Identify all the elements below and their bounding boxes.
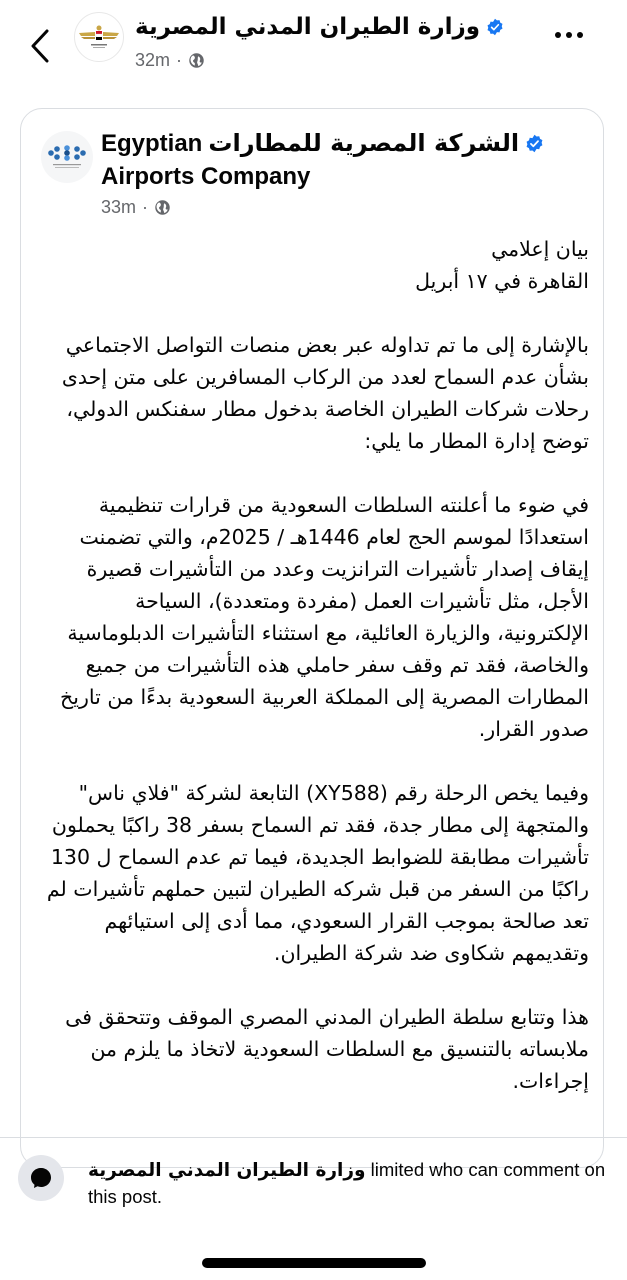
meta-separator: ·: [176, 50, 183, 70]
back-button[interactable]: [22, 24, 58, 68]
verified-badge-icon: [486, 18, 504, 36]
heading-line: بيان إعلامي: [491, 237, 589, 261]
page-avatar[interactable]: [74, 12, 124, 62]
notice-text: [88, 1157, 618, 1210]
shared-author-name[interactable]: [101, 127, 561, 193]
notice-message-line2: this post.: [88, 1186, 163, 1207]
globe-icon: [188, 52, 205, 69]
author-name-en-line2: Airports Company: [101, 163, 311, 190]
post-time[interactable]: 32m: [135, 50, 171, 70]
verified-badge-icon: [525, 134, 544, 153]
heading-line: القاهرة في ١٧ أبريل: [415, 269, 589, 293]
post-header: [0, 0, 627, 95]
post-body: [45, 233, 589, 1129]
shared-author-avatar[interactable]: [41, 131, 93, 183]
home-indicator[interactable]: [202, 1258, 426, 1268]
shared-post-card[interactable]: [20, 108, 604, 1168]
author-name-ar: الشركة المصرية للمطارات: [208, 129, 520, 157]
post-meta: [135, 50, 205, 71]
post-paragraph: وفيما يخص الرحلة رقم (XY588) التابعة لشركة "فلاي ناس" والمتجهة إلى مطار جدة، فقد تم السماح بسفر 38 راكبًا يحملون تأشيرات مطابقة للضوابط الجديدة، فيما تم عدم السماح ل 130 راكبًا من السفر من قبل شركه الطيران لتبين حملهم تأشيرات لم تعد صالحة بموجب القرار السعودي، مما أدى إلى استيائهم وتقديمهم شكاوى ضد شركة الطيران.: [46, 781, 589, 965]
comment-bubble-icon: [29, 1166, 53, 1190]
author-name-en: Egyptian: [101, 130, 203, 157]
page-name[interactable]: وزارة الطيران المدني المصرية: [135, 14, 481, 40]
divider: [0, 1137, 627, 1138]
page-name-row: [135, 14, 504, 40]
more-options-button[interactable]: [555, 32, 583, 38]
post-paragraph: بالإشارة إلى ما تم تداوله عبر بعض منصات التواصل الاجتماعي بشأن عدم السماح لعدد من الركاب المسافرين على متن إحدى رحلات شركات الطيران الخاصة بدخول مطار سفنكس الدولي، توضح إدارة المطار ما يلي:: [61, 333, 589, 453]
post-heading: [45, 233, 589, 297]
globe-icon: [154, 199, 171, 216]
shared-post-meta: [101, 197, 171, 218]
notice-message: limited who can comment on: [365, 1159, 606, 1180]
shared-post-time[interactable]: 33m: [101, 197, 137, 217]
meta-separator: ·: [142, 197, 149, 217]
post-paragraph: في ضوء ما أعلنته السلطات السعودية من قرارات تنظيمية استعدادًا لموسم الحج لعام 1446هـ / 2025م، والتي تضمنت إيقاف إصدار تأشيرات الترانزيت وعدد من التأشيرات قصيرة الأجل، مثل تأشيرات العمل (مفردة ومتعددة)، السياحة الإلكترونية، والزيارة العائلية، مع استثناء التأشيرات الدبلوماسية والخاصة، فقد تم وقف سفر حاملي هذه التأشيرات من جميع المطارات المصرية إلى المملكة العربية السعودية بدءًا من تاريخ صدور القرار.: [60, 493, 589, 741]
civil-aviation-logo-icon: [77, 21, 121, 53]
comment-icon-wrapper: [18, 1155, 64, 1201]
chevron-left-icon: [30, 29, 50, 63]
more-dots-icon: [555, 32, 561, 38]
post-paragraph: هذا وتتابع سلطة الطيران المدني المصري الموقف وتتحقق فى ملابساته بالتنسيق مع السلطات السعودية لاتخاذ ما يلزم من إجراءات.: [65, 1005, 589, 1093]
notice-page-name[interactable]: وزارة الطيران المدني المصرية: [88, 1160, 366, 1181]
airports-company-logo-icon: [45, 140, 89, 174]
